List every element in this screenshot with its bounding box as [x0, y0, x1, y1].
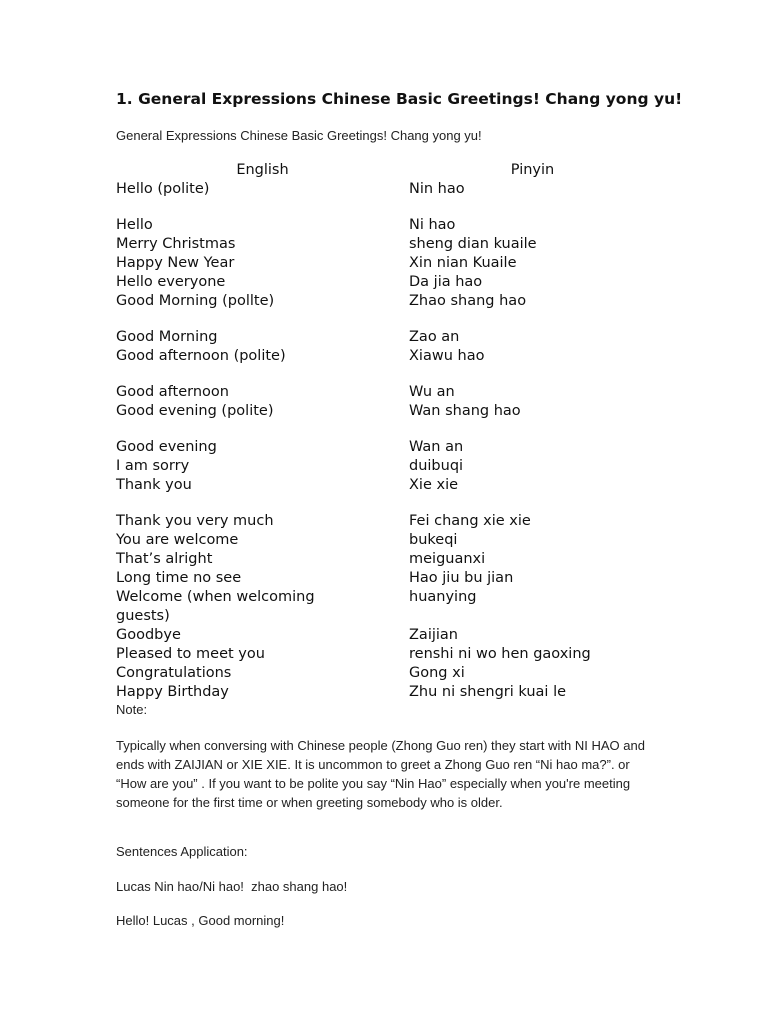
english-cell: Good evening [116, 439, 217, 455]
column-header-english: English [236, 162, 289, 178]
table-row [116, 254, 656, 273]
english-cell: Happy New Year [116, 255, 235, 271]
english-cell: Happy Birthday [116, 684, 229, 700]
example-sentence: Lucas Nin hao/Ni hao! zhao shang hao! [116, 879, 348, 894]
english-cell: Thank you very much [116, 513, 274, 529]
table-row [116, 216, 656, 235]
table-row [116, 607, 656, 626]
pinyin-cell: Wan shang hao [409, 403, 521, 419]
english-cell: Good afternoon (polite) [116, 348, 286, 364]
pinyin-cell: Wu an [409, 384, 455, 400]
english-cell: Goodbye [116, 627, 181, 643]
row-gap [116, 199, 656, 216]
vocabulary-table [116, 161, 656, 702]
pinyin-cell: Zaijian [409, 627, 458, 643]
pinyin-cell: Zao an [409, 329, 460, 345]
english-cell: Good Morning [116, 329, 218, 345]
english-cell: Good Morning (pollte) [116, 293, 275, 309]
example-sentence: Hello! Lucas , Good morning! [116, 913, 285, 928]
row-gap [116, 311, 656, 328]
table-row [116, 512, 656, 531]
table-row [116, 531, 656, 550]
vocabulary-table-header [116, 161, 656, 180]
pinyin-cell: Xiawu hao [409, 348, 485, 364]
english-cell: Merry Christmas [116, 236, 236, 252]
english-cell: Hello [116, 217, 153, 233]
pinyin-cell: Da jia hao [409, 274, 483, 290]
pinyin-cell: bukeqi [409, 532, 458, 548]
table-row [116, 476, 656, 495]
english-cell: I am sorry [116, 458, 190, 474]
table-row [116, 402, 656, 421]
table-row [116, 626, 656, 645]
english-cell: Welcome (when welcoming [116, 589, 315, 605]
table-row [116, 588, 656, 607]
english-cell: Good afternoon [116, 384, 229, 400]
pinyin-cell: meiguanxi [409, 551, 486, 567]
sentences-label: Sentences Application: [116, 844, 248, 859]
page-title: 1. General Expressions Chinese Basic Greetings! Chang yong yu! [116, 90, 683, 108]
english-cell: Good evening (polite) [116, 403, 274, 419]
pinyin-cell: renshi ni wo hen gaoxing [409, 646, 591, 662]
pinyin-cell: Xie xie [409, 477, 459, 493]
pinyin-cell: Zhu ni shengri kuai le [409, 684, 567, 700]
table-row [116, 347, 656, 366]
pinyin-cell: Fei chang xie xie [409, 513, 531, 529]
table-row [116, 645, 656, 664]
pinyin-cell: huanying [409, 589, 477, 605]
english-cell: guests) [116, 608, 170, 624]
pinyin-cell: sheng dian kuaile [409, 236, 537, 252]
pinyin-cell: Gong xi [409, 665, 465, 681]
pinyin-cell: duibuqi [409, 458, 464, 474]
english-cell: Congratulations [116, 665, 232, 681]
table-row [116, 328, 656, 347]
table-row [116, 292, 656, 311]
table-row [116, 664, 656, 683]
pinyin-cell: Xin nian Kuaile [409, 255, 517, 271]
pinyin-cell [409, 607, 656, 626]
english-cell: Pleased to meet you [116, 646, 265, 662]
table-row [116, 569, 656, 588]
english-cell: Hello (polite) [116, 181, 210, 197]
pinyin-cell: Ni hao [409, 217, 456, 233]
row-gap [116, 421, 656, 438]
pinyin-cell: Hao jiu bu jian [409, 570, 514, 586]
table-row [116, 235, 656, 254]
table-row [116, 550, 656, 569]
english-cell: Long time no see [116, 570, 242, 586]
table-row [116, 180, 656, 199]
table-row [116, 438, 656, 457]
pinyin-cell: Wan an [409, 439, 464, 455]
table-row [116, 457, 656, 476]
english-cell: Hello everyone [116, 274, 226, 290]
table-row [116, 683, 656, 702]
note-label: Note: [116, 702, 148, 717]
row-gap [116, 495, 656, 512]
english-cell: Thank you [116, 477, 192, 493]
table-row [116, 273, 656, 292]
row-gap [116, 366, 656, 383]
english-cell: That’s alright [116, 551, 213, 567]
table-row [116, 383, 656, 402]
column-header-pinyin: Pinyin [510, 162, 555, 178]
note-paragraph: Typically when conversing with Chinese people (Zhong Guo ren) they start with NI HAO and ends with ZAIJIAN or XIE XIE. It is uncommon to greet a Zhong Guo ren “Ni hao ma?”. or “How are you” . If you want to be polite you say “Nin Hao” especially when you're meeting someone for the first time or when greeting somebody who is older. [116, 738, 645, 810]
english-cell: You are welcome [116, 532, 239, 548]
page-subtitle: General Expressions Chinese Basic Greetings! Chang yong yu! [116, 128, 482, 143]
pinyin-cell: Nin hao [409, 181, 465, 197]
pinyin-cell: Zhao shang hao [409, 293, 527, 309]
